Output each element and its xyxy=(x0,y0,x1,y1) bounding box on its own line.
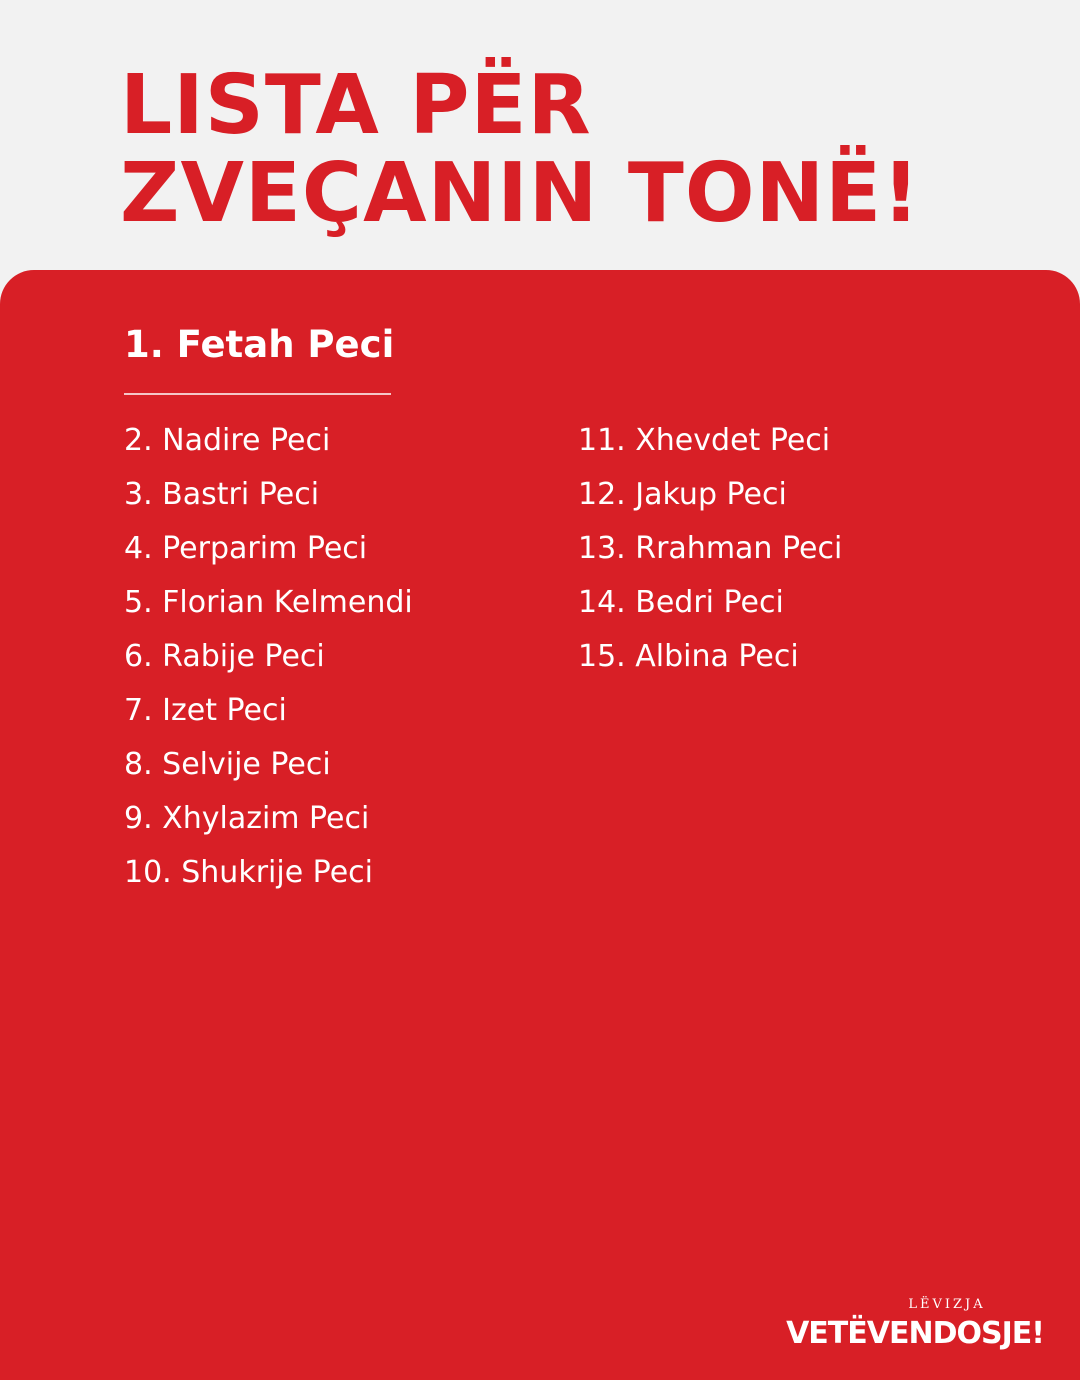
list-item: 2. Nadire Peci xyxy=(124,423,331,458)
party-logo xyxy=(780,1296,1050,1354)
title-line-2: ZVEÇANIN TONË! xyxy=(120,146,921,241)
list-item: 5. Florian Kelmendi xyxy=(124,585,413,620)
leader-candidate: 1. Fetah Peci xyxy=(124,323,395,366)
candidate-list-left xyxy=(124,418,413,904)
list-item: 3. Bastri Peci xyxy=(124,477,320,512)
list-item: 6. Rabije Peci xyxy=(124,639,325,674)
logo-small-text: LËVIZJA xyxy=(908,1297,986,1312)
list-item: 8. Selvije Peci xyxy=(124,747,331,782)
list-item: 10. Shukrije Peci xyxy=(124,855,373,890)
list-item: 9. Xhylazim Peci xyxy=(124,801,370,836)
list-item: 14. Bedri Peci xyxy=(578,585,784,620)
logo-wordmark: VETËVENDOSJE! xyxy=(786,1316,1044,1351)
list-item: 7. Izet Peci xyxy=(124,693,287,728)
list-item: 12. Jakup Peci xyxy=(578,477,787,512)
list-item: 4. Perparim Peci xyxy=(124,531,368,566)
list-item: 15. Albina Peci xyxy=(578,639,799,674)
candidate-list-right xyxy=(578,418,842,688)
list-item: 13. Rrahman Peci xyxy=(578,531,843,566)
divider xyxy=(124,393,391,395)
list-item: 11. Xhevdet Peci xyxy=(578,423,831,458)
page-title xyxy=(120,58,921,241)
title-line-1: LISTA PËR xyxy=(120,58,592,153)
